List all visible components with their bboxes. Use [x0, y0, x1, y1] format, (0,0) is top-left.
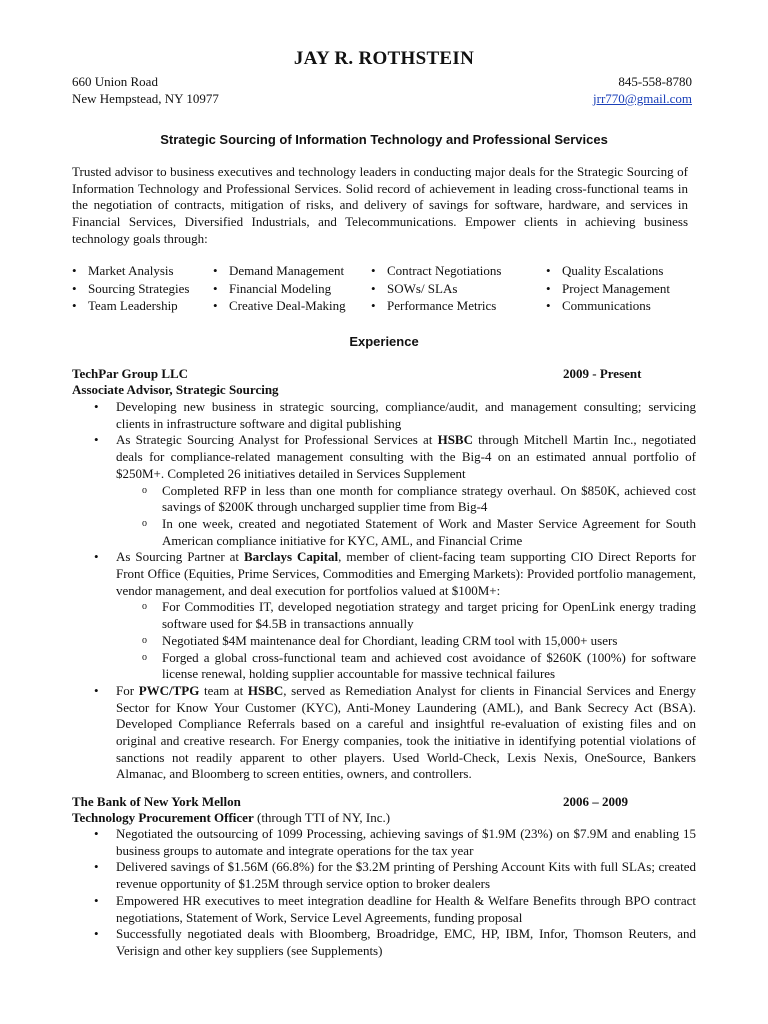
skill-item: • Creative Deal-Making [213, 297, 346, 315]
job-title-text: Technology Procurement Officer [72, 810, 254, 825]
list-item [72, 859, 696, 892]
employment-dates: 2006 – 2009 [563, 794, 628, 809]
job2-bullets [72, 826, 696, 960]
address-line-1: 660 Union Road [72, 74, 158, 89]
skill-item: • Market Analysis [72, 262, 189, 280]
skill-item: • Demand Management [213, 262, 346, 280]
company-highlight: HSBC [247, 682, 284, 698]
skill-item: • Team Leadership [72, 297, 189, 315]
address-line-2: New Hempstead, NY 10977 [72, 91, 219, 106]
bullet-text: As Strategic Sourcing Analyst for Professional Services at [116, 432, 438, 448]
bullet-text: Delivered savings of $1.56M (66.8%) for the $3.2M printing of Pershing Account Kits with full SLAs; created revenue opportunity of $1.25M through service option to broker dealers [116, 859, 696, 892]
list-item [72, 926, 696, 959]
company-highlight: PWC/TPG [138, 682, 200, 698]
skills-column-2 [213, 262, 346, 315]
sub-bullet-text: In one week, created and negotiated Statement of Work and Master Service Agreement for South American compliance initiative for KYC, AML, and Financial Crime [162, 515, 696, 548]
employment-dates: 2009 - Present [563, 366, 642, 381]
company-highlight: Barclays Capital [243, 549, 339, 565]
skill-item: • Performance Metrics [371, 297, 501, 315]
job-title-note: (through TTI of NY, Inc.) [253, 810, 391, 825]
list-item [72, 549, 696, 683]
employer-name: TechPar Group LLC [72, 366, 189, 381]
bullet-text: For [116, 682, 139, 698]
skills-column-3 [371, 262, 501, 315]
sub-list-item [116, 516, 696, 549]
skill-item: • SOWs/ SLAs [371, 280, 501, 298]
job-title [72, 382, 279, 398]
skill-item: • Contract Negotiations [371, 262, 501, 280]
bullet-text: Negotiated the outsourcing of 1099 Processing, achieving savings of $1.9M (23%) on $7.9M and enabling 15 business groups to automate and integrate operations for the tax year [116, 826, 696, 858]
sub-list-item [116, 650, 696, 683]
skills-column-1 [72, 262, 189, 315]
summary-paragraph: Trusted advisor to business executives and technology leaders in conducting major deals for the Strategic Sourcing of Information Technology and Professional Services. Solid record of achievement in leading cross-functional teams in the negotiation of contracts, mitigation of risks, and delivery of savings for software, hardware, and services in Financial Services, Diversified Industrials, and Telecommunications. Empower clients in achieving business technology goals through: [72, 164, 688, 246]
sub-bullet-text: Completed RFP in less than one month for compliance strategy overhaul. On $850K, achieved cost savings of $200K through uncharged supplier time from Big-4 [162, 482, 696, 515]
list-item [72, 432, 696, 549]
job1-bullets [72, 399, 696, 783]
candidate-name: JAY R. ROTHSTEIN [293, 48, 475, 69]
bullet-text: through Mitchell Martin Inc., negotiated deals for compliance-related management consulting with the Big-4 on an estimated annual portfolio of $250M+. Completed 26 initiatives detailed in Services Supplement [116, 432, 696, 481]
experience-heading: Experience [349, 334, 419, 349]
sub-bullet-text: For Commodities IT, developed negotiation strategy and target pricing for OpenLink energy trading software used for $4.5B in transactions annually [162, 599, 696, 632]
list-item [72, 399, 696, 432]
bullet-text: , member of client-facing team supporting CIO Direct Reports for Front Office (Equities, Prime Services, Commodities and Emerging Markets): Provided portfolio management, vendor management, and deal execution for portfolios valued at $100M+: [116, 549, 697, 598]
skills-column-4 [546, 262, 670, 315]
bullet-text: Developing new business in strategic sourcing, compliance/audit, and management consulting; servicing clients in infrastructure software and digital publishing [116, 399, 696, 431]
sub-list-item [116, 483, 696, 516]
skill-item: • Project Management [546, 280, 670, 298]
sub-bullet-text: Negotiated $4M maintenance deal for Chordiant, leading CRM tool with 15,000+ users [162, 632, 618, 648]
address-block [72, 73, 219, 107]
bullet-text: , served as Remediation Analyst for clients in Financial Services and Energy Sector for Know Your Customer (KYC), Anti-Money Laundering (AML), and Bank Secrecy Act (BSA). Developed Compliance Referrals based on a careful and insightful re-evaluation of existing files and on original and creative research. For Energy companies, took the initiative in identifying potential violations of sanctions not readily apparent to other players. Used World-Check, Lexis Nexis, OneSource, Bankers Almanac, and Bloomberg to screen entities, owners, and controllers. [116, 682, 696, 782]
skill-item: • Communications [546, 297, 670, 315]
bullet-text: team at [199, 682, 248, 698]
email-link[interactable]: jrr770@gmail.com [593, 91, 692, 106]
bullet-text: Empowered HR executives to meet integration deadline for Health & Welfare Benefits through BPO contract negotiations, Statement of Work, Service Level Agreements, funding proposal [116, 892, 696, 925]
employer-name: The Bank of New York Mellon [72, 794, 241, 809]
list-item [72, 893, 696, 926]
skill-item: • Quality Escalations [546, 262, 670, 280]
skill-item: • Sourcing Strategies [72, 280, 189, 298]
sub-bullets [116, 599, 696, 683]
company-highlight: HSBC [437, 432, 473, 448]
list-item [72, 826, 696, 859]
job-title-text: Associate Advisor, Strategic Sourcing [72, 382, 279, 397]
bullet-text: Successfully negotiated deals with Bloomberg, Broadridge, EMC, HP, IBM, Infor, Thomson Reuters, and Verisign and other key suppliers (see Supplements) [116, 926, 696, 958]
sub-list-item [116, 633, 696, 650]
sub-list-item [116, 599, 696, 632]
list-item [72, 683, 696, 783]
bullet-text: As Sourcing Partner at [116, 549, 244, 565]
sub-bullet-text: Forged a global cross-functional team and achieved cost avoidance of $260K (100%) for software license renewal, holding supplier accountable for massive technical failures [162, 649, 696, 682]
phone-number: 845-558-8780 [618, 74, 692, 89]
job-title [72, 810, 390, 826]
sub-bullets [116, 483, 696, 550]
contact-block [593, 73, 692, 107]
skill-item: • Financial Modeling [213, 280, 346, 298]
professional-headline: Strategic Sourcing of Information Technology and Professional Services [160, 132, 608, 147]
